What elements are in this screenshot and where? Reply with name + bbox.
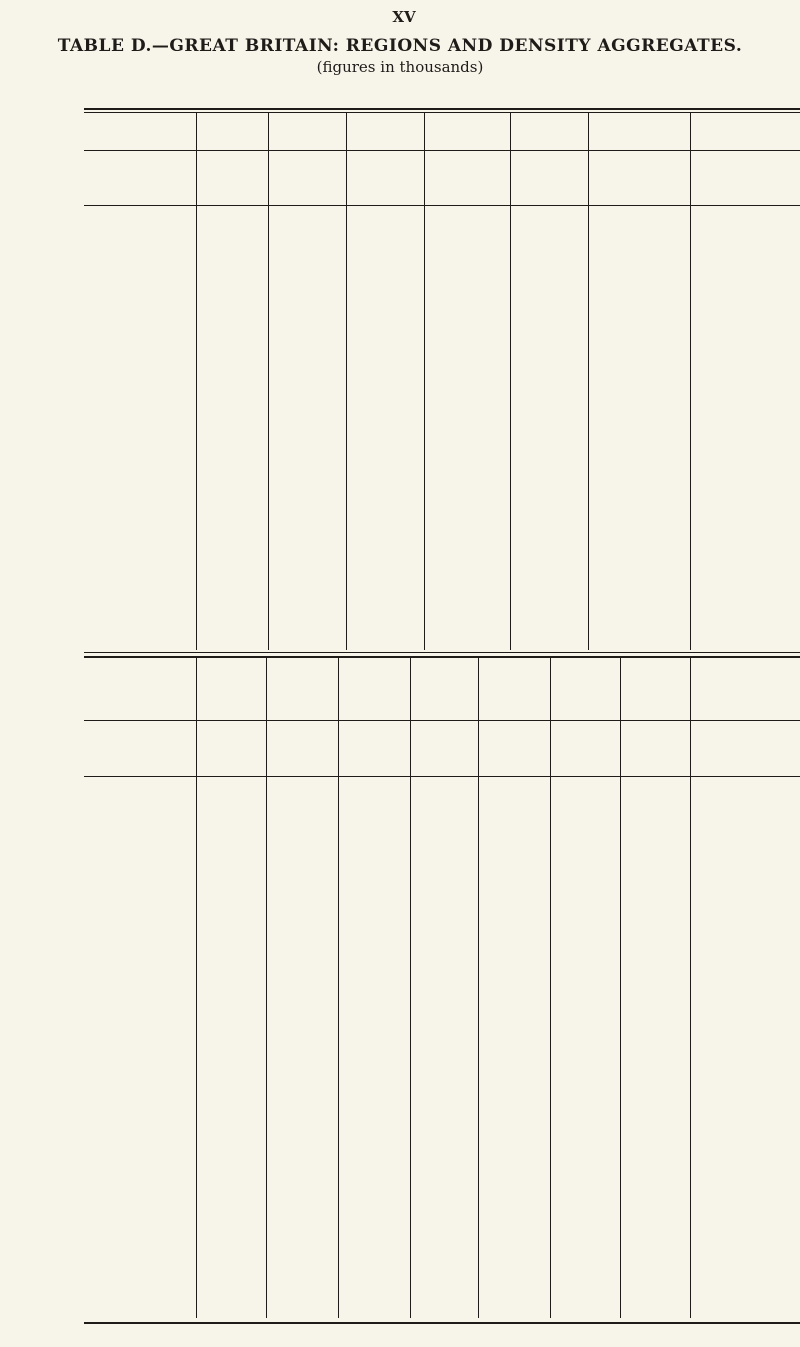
column-divider: [690, 113, 691, 650]
page-number: XV: [392, 8, 416, 26]
rule: [84, 112, 800, 113]
rule: [84, 205, 800, 206]
column-divider: [510, 113, 511, 650]
column-divider: [424, 113, 425, 650]
column-divider: [690, 657, 691, 1318]
rule: [84, 108, 800, 110]
column-divider: [196, 113, 197, 650]
rule: [84, 720, 800, 721]
column-divider: [588, 113, 589, 650]
table-title: TABLE D.—GREAT BRITAIN: REGIONS AND DENSITY AGGREGATES.: [57, 36, 743, 56]
rule: [84, 1322, 800, 1324]
table-subtitle: (figures in thousands): [316, 58, 484, 76]
column-divider: [196, 657, 197, 1318]
column-divider: [268, 113, 269, 650]
column-divider: [410, 657, 411, 1318]
column-divider: [620, 657, 621, 1318]
column-divider: [550, 657, 551, 1318]
column-divider: [266, 657, 267, 1318]
column-divider: [338, 657, 339, 1318]
rule: [84, 656, 800, 658]
column-divider: [346, 113, 347, 650]
rule: [84, 150, 800, 151]
rule: [84, 776, 800, 777]
rule: [84, 652, 800, 653]
column-divider: [478, 657, 479, 1318]
